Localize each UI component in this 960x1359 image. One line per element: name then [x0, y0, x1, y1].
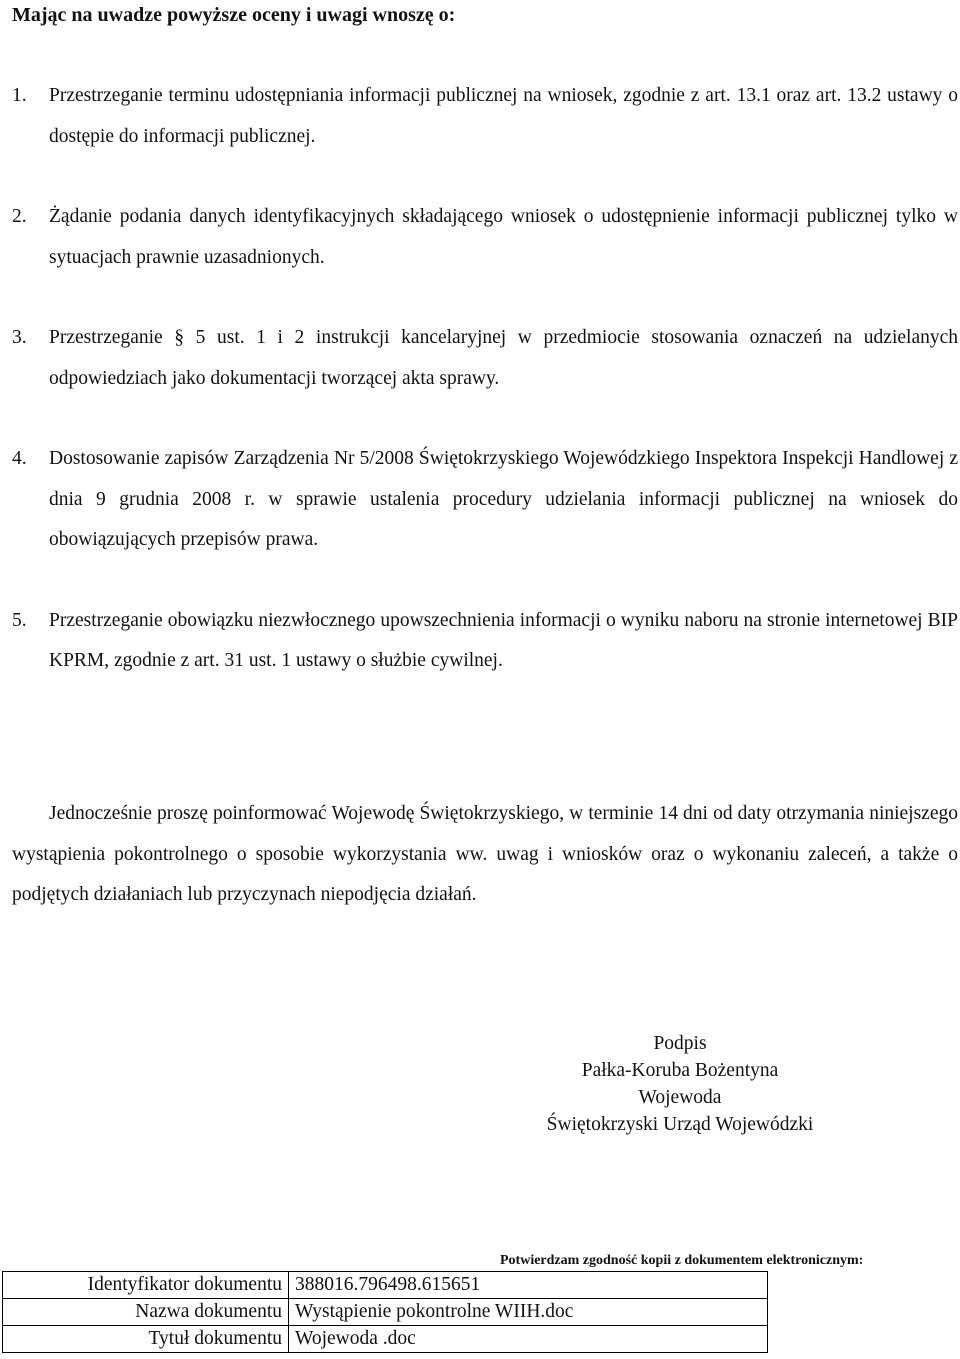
list-item-number: 2.	[12, 206, 27, 227]
list-item-text: Dostosowanie zapisów Zarządzenia Nr 5/2008 Świętokrzyskiego Wojewódzkiego Inspektora Inspekcji Handlowej z dnia 9 grudnia 2008 r. w sprawie ustalenia procedury udzielania informacji publicznej na wniosek do obowiązujących przepisów prawa.	[49, 448, 958, 550]
metadata-value: Wystąpienie pokontrolne WIIH.doc	[289, 1299, 768, 1326]
recommendations-list	[12, 76, 958, 722]
metadata-label: Tytuł dokumentu	[3, 1326, 289, 1353]
signatory-name: Pałka-Koruba Bożentyna	[581, 1060, 779, 1081]
table-row	[3, 1272, 768, 1299]
list-item-text: Przestrzeganie terminu udostępniania informacji publicznej na wniosek, zgodnie z art. 13.1 oraz art. 13.2 ustawy o dostępie do informacji publicznej.	[49, 85, 958, 147]
closing-paragraph: Jednocześnie proszę poinformować Wojewodę Świętokrzyskiego, w terminie 14 dni od daty otrzymania niniejszego wystąpienia pokontrolnego o sposobie wykorzystania ww. uwag i wniosków oraz o wykonaniu zaleceń, a także o podjętych działaniach lub przyczynach niepodjęcia działań.	[12, 803, 958, 905]
table-row	[3, 1326, 768, 1353]
signatory-position: Wojewoda	[638, 1087, 722, 1108]
signatory-office: Świętokrzyski Urząd Wojewódzki	[546, 1114, 814, 1135]
metadata-label: Identyfikator dokumentu	[3, 1272, 289, 1299]
list-item-number: 3.	[12, 327, 27, 348]
list-item	[12, 197, 958, 278]
signature-label: Podpis	[653, 1033, 707, 1054]
list-item	[12, 318, 958, 399]
metadata-label: Nazwa dokumentu	[3, 1299, 289, 1326]
list-item-text: Przestrzeganie obowiązku niezwłocznego upowszechnienia informacji o wyniku naboru na stronie internetowej BIP KPRM, zgodnie z art. 31 ust. 1 ustawy o służbie cywilnej.	[49, 609, 958, 671]
list-item-text: Przestrzeganie § 5 ust. 1 i 2 instrukcji kancelaryjnej w przedmiocie stosowania oznaczeń na udzielanych odpowiedziach jako dokumentacji tworzącej akta sprawy.	[49, 327, 958, 389]
list-item	[12, 76, 958, 157]
metadata-value: 388016.796498.615651	[289, 1272, 768, 1299]
confirmation-note: Potwierdzam zgodność kopii z dokumentem elektronicznym:	[500, 1253, 864, 1268]
list-item	[12, 439, 958, 561]
document-metadata-table	[2, 1271, 768, 1353]
section-heading: Mając na uwadze powyższe oceny i uwagi wnoszę o:	[12, 4, 456, 26]
list-item-number: 4.	[12, 448, 27, 469]
list-item-number: 5.	[12, 609, 27, 631]
list-item	[12, 601, 958, 682]
list-item-number: 1.	[12, 85, 27, 106]
signature-block	[480, 1030, 880, 1138]
table-row	[3, 1299, 768, 1326]
list-item-text: Żądanie podania danych identyfikacyjnych składającego wniosek o udostępnienie informacji publicznej tylko w sytuacjach prawnie uzasadnionych.	[49, 206, 958, 268]
metadata-value: Wojewoda .doc	[289, 1326, 768, 1353]
